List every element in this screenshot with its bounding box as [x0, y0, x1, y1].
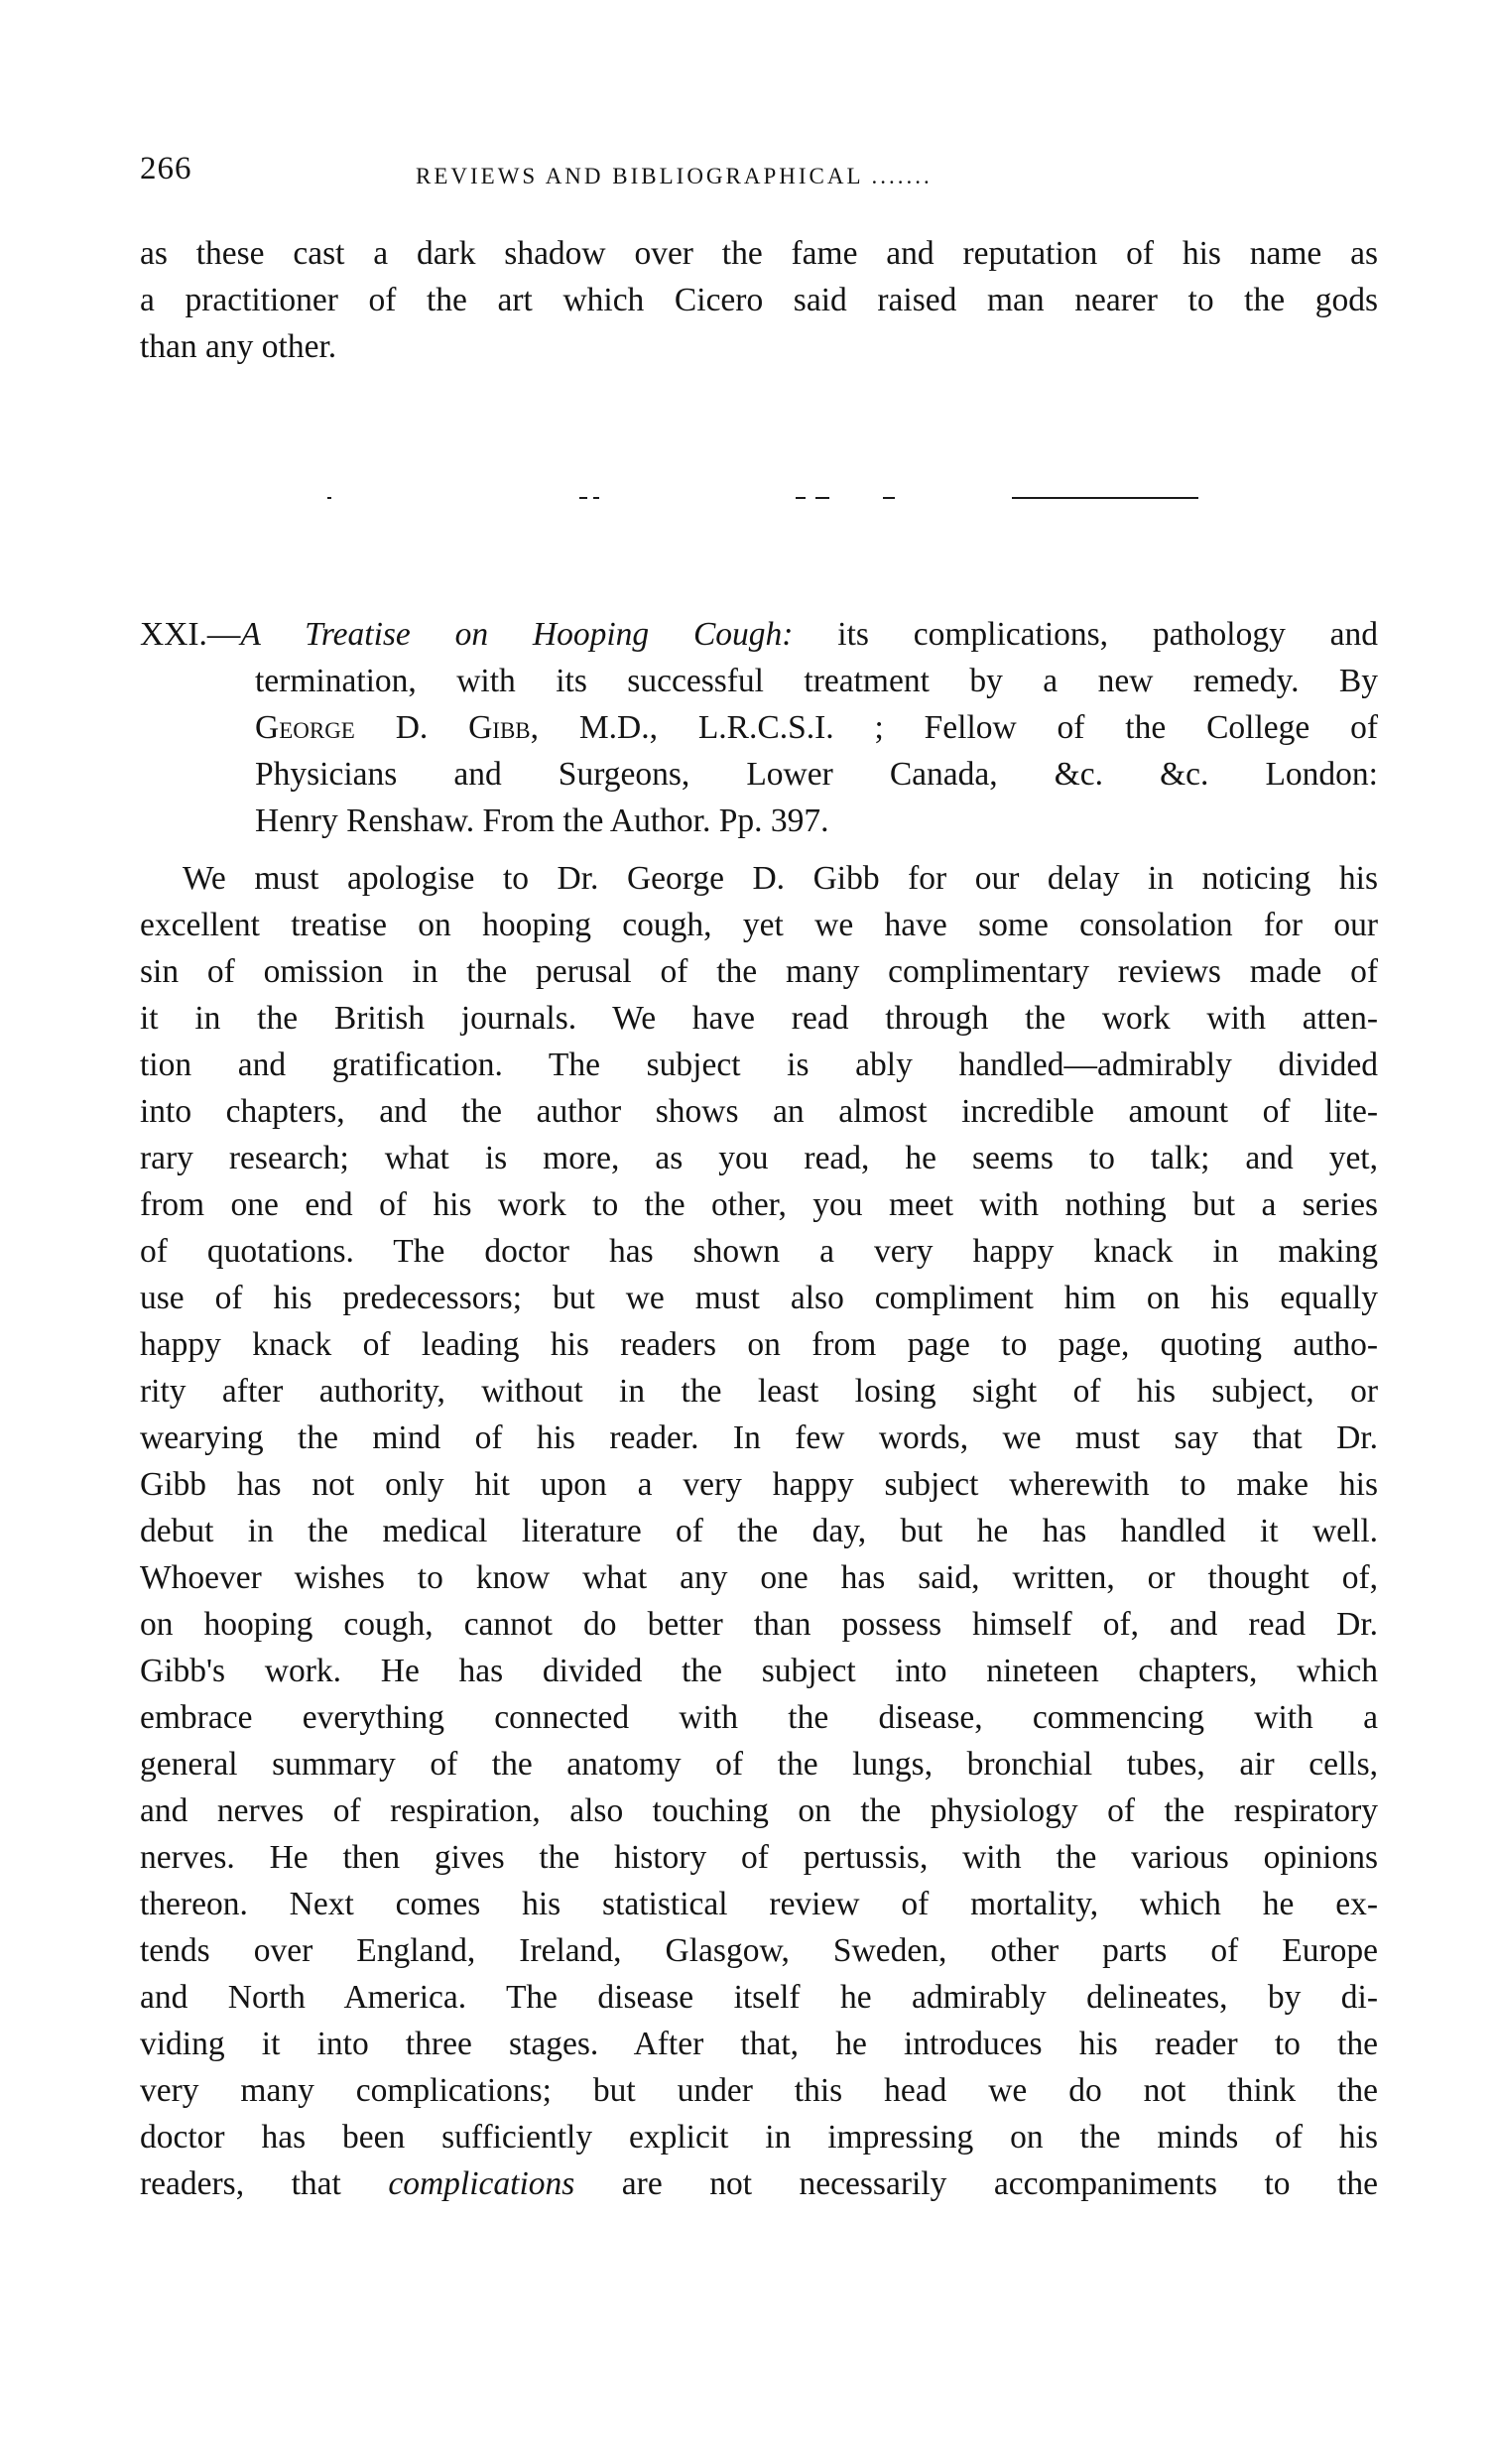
text-line: thereon. Next comes his statistical review of mortality, which he ex- [140, 1886, 1378, 1922]
review-heading-line: termination, with its successful treatment by a new remedy. By [255, 663, 1378, 699]
text-line: rary research; what is more, as you read, he seems to talk; and yet, [140, 1140, 1378, 1176]
review-title: A Treatise on Hooping Cough: [240, 616, 794, 653]
review-heading-text: , M.D., L.R.C.S.I. ; Fellow of the College of [530, 709, 1379, 746]
text-line: wearying the mind of his reader. In few words, we must say that Dr. [140, 1419, 1378, 1456]
text-line: excellent treatise on hooping cough, yet we have some consolation for our [140, 907, 1378, 943]
running-head: REVIEWS AND BIBLIOGRAPHICAL ....... [416, 164, 933, 188]
review-heading [140, 611, 1378, 844]
text-line: on hooping cough, cannot do better than possess himself of, and read Dr. [140, 1606, 1378, 1643]
text-line: embrace everything connected with the disease, commencing with a [140, 1699, 1378, 1736]
text-line: and nerves of respiration, also touching on the physiology of the respiratory [140, 1792, 1378, 1829]
text-line: very many complications; but under this head we do not think the [140, 2072, 1378, 2109]
text-line: it in the British journals. We have read through the work with atten- [140, 1000, 1378, 1037]
text-line: tends over England, Ireland, Glasgow, Sweden, other parts of Europe [140, 1932, 1378, 1969]
text-line: use of his predecessors; but we must also compliment him on his equally [140, 1280, 1378, 1316]
text-line: a practitioner of the art which Cicero said raised man nearer to the gods [140, 282, 1378, 318]
opening-paragraph [140, 230, 1378, 370]
text-fragment: are not necessarily accompaniments to the [574, 2165, 1378, 2202]
review-heading-line [140, 704, 1378, 751]
review-heading-text: its complications, pathology and [793, 616, 1378, 653]
text-line: doctor has been sufficiently explicit in impressing on the minds of his [140, 2119, 1378, 2156]
text-line: rity after authority, without in the least losing sight of his subject, or [140, 1373, 1378, 1410]
text-line: viding it into three stages. After that, he introduces his reader to the [140, 2026, 1378, 2062]
text-line: tion and gratification. The subject is ably handled—admirably divided [140, 1047, 1378, 1083]
text-line: sin of omission in the perusal of the many complimentary reviews made of [140, 953, 1378, 990]
text-line: Gibb has not only hit upon a very happy subject wherewith to make his [140, 1466, 1378, 1503]
text-line: general summary of the anatomy of the lungs, bronchial tubes, air cells, [140, 1746, 1378, 1783]
review-heading-line [140, 611, 1378, 658]
text-line: nerves. He then gives the history of pertussis, with the various opinions [140, 1839, 1378, 1876]
author-name: George D. Gibb [255, 709, 531, 746]
text-line: as these cast a dark shadow over the fame and reputation of his name as [140, 235, 1378, 272]
review-heading-line: Physicians and Surgeons, Lower Canada, &c. &c. London: [255, 756, 1378, 793]
text-line: debut in the medical literature of the day, but he has handled it well. [140, 1513, 1378, 1549]
text-fragment: readers, that [140, 2165, 389, 2202]
text-line: of quotations. The doctor has shown a very happy knack in making [140, 1233, 1378, 1270]
italic-term: complications [388, 2165, 575, 2202]
review-body-paragraph [140, 855, 1378, 2207]
text-line: from one end of his work to the other, you meet with nothing but a series [140, 1186, 1378, 1223]
page-header [140, 151, 1380, 200]
text-line: and North America. The disease itself he admirably delineates, by di- [140, 1979, 1378, 2016]
review-heading-line: Henry Renshaw. From the Author. Pp. 397. [255, 802, 829, 839]
text-line: Whoever wishes to know what any one has said, written, or thought of, [140, 1559, 1378, 1596]
text-line: happy knack of leading his readers on from page to page, quoting autho- [140, 1326, 1378, 1363]
text-line: than any other. [140, 328, 337, 365]
section-divider-rule [327, 497, 1198, 501]
text-line: We must apologise to Dr. George D. Gibb for our delay in noticing his [183, 860, 1378, 897]
page-number: 266 [140, 151, 192, 186]
review-number: XXI.— [140, 616, 241, 653]
text-line: into chapters, and the author shows an almost incredible amount of lite- [140, 1093, 1378, 1130]
text-line: Gibb's work. He has divided the subject into nineteen chapters, which [140, 1653, 1378, 1689]
text-line [140, 2160, 1378, 2207]
